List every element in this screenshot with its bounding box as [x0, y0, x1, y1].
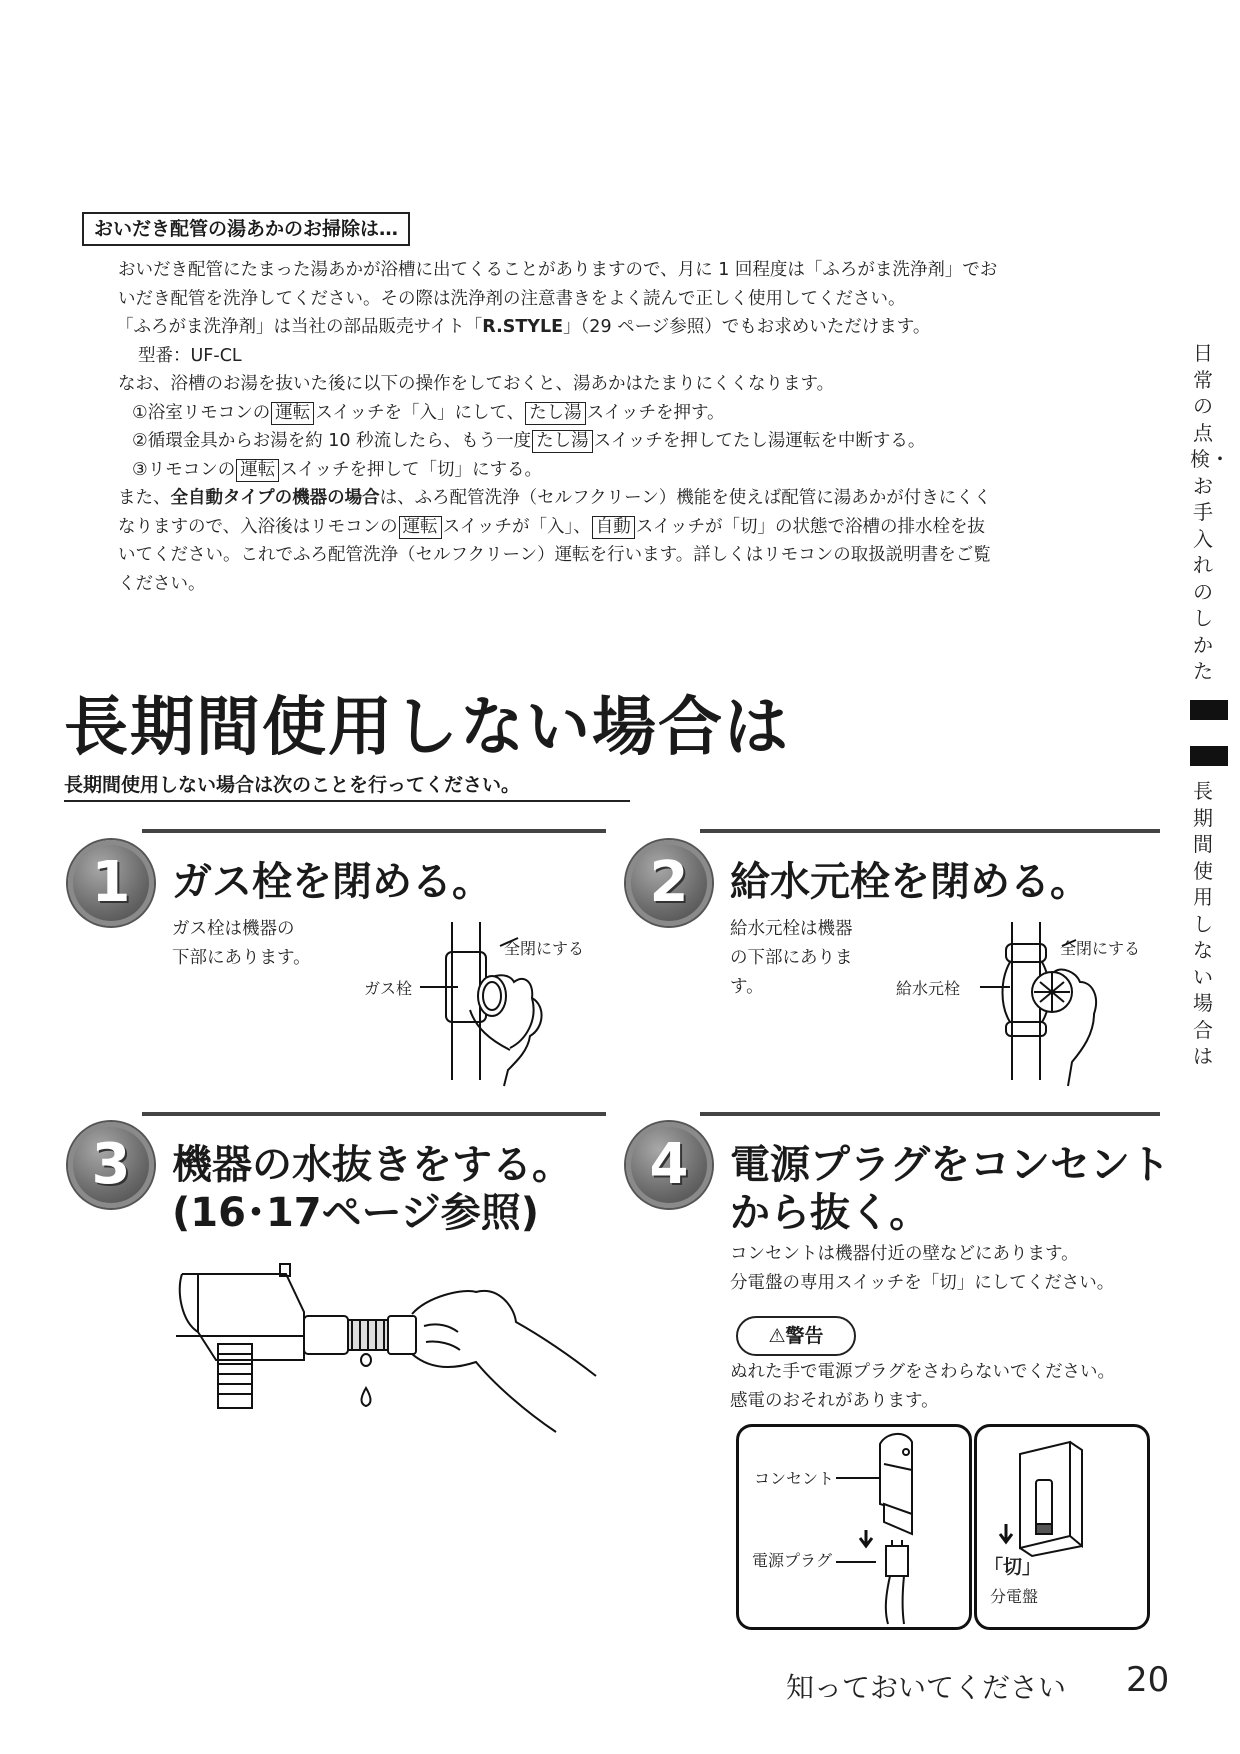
step-1-label-close: 全閉にする — [504, 939, 585, 958]
page-number: 20 — [1126, 1660, 1170, 1700]
para-4-line-1: また、全自動タイプの機器の場合は、ふろ配管洗浄（セルフクリーン）機能を使えば配管に湯あかが付きにくく — [118, 488, 992, 508]
key-unten: 運転 — [399, 516, 442, 539]
step-4-number: 4 — [626, 1122, 712, 1208]
key-unten: 運転 — [271, 402, 314, 425]
step-4-title-line-1: 電源プラグをコンセント — [730, 1142, 1170, 1188]
step-2-rule — [700, 829, 1160, 833]
step-2-description: 給水元栓は機器 の下部にありま す。 — [730, 919, 853, 997]
para-4-line-3: いてください。これでふろ配管洗浄（セルフクリーン）運転を行います。詳しくはリモコンの取扱説明書をご覧 — [118, 545, 991, 565]
step-2-number: 2 — [626, 840, 712, 926]
step-1-number: 1 — [68, 840, 154, 926]
para-1-line-2: いだき配管を洗浄してください。その際は洗浄剤の注意書きをよく読んで正しく使用してください。 — [118, 288, 906, 309]
warning-badge: ⚠警告 — [736, 1316, 856, 1356]
step-2-title: 給水元栓を閉める。 — [730, 859, 1090, 905]
para-3: なお、浴槽のお湯を抜いた後に以下の操作をしておくと、湯あかはたまりにくくなります。 — [118, 374, 835, 394]
step-4-description: コンセントは機器付近の壁などにあります。 分電盤の専用スイッチを「切」にしてください。 — [730, 1244, 1115, 1293]
side-tab-section-title: 日常の点検・お手入れのしかた — [1190, 341, 1230, 683]
key-jidou: 自動 — [592, 516, 635, 539]
warning-triangle-icon: ⚠ — [768, 1325, 786, 1347]
step-3-title-line-1: 機器の水抜きをする。 — [172, 1142, 572, 1188]
step-2-label-close: 全閉にする — [1060, 939, 1141, 958]
para-1-line-1: おいだき配管にたまった湯あかが浴槽に出てくることがありますので、月に 1 回程度は「ふろがま洗浄剤」でお — [118, 260, 998, 280]
brand-name: R.STYLE — [482, 317, 564, 337]
step-3-rule — [142, 1112, 606, 1116]
page-subtitle: 長期間使用しない場合は次のことを行ってください。 — [64, 774, 521, 796]
label-power-plug: 電源プラグ — [752, 1551, 833, 1570]
para-4-line-4: ください。 — [118, 573, 206, 594]
water-valve-illustration — [980, 910, 1120, 1090]
step-1-label-gas-valve: ガス栓 — [364, 979, 413, 998]
outlet-and-breaker-illustration — [736, 1424, 1146, 1624]
cleaning-body — [118, 256, 1178, 598]
subtitle-underline — [64, 800, 630, 802]
para-2: 「ふろがま洗浄剤」は当社の部品販売サイト「R.STYLE」（29 ページ参照）でもお求めいただけます。 — [116, 317, 931, 337]
label-breaker-panel: 分電盤 — [990, 1587, 1039, 1606]
key-tashiyu: たし湯 — [532, 430, 593, 453]
step-4-rule — [700, 1112, 1160, 1116]
side-tab-page-title: 長期間使用しない場合は — [1193, 779, 1213, 1068]
gas-valve-illustration — [420, 910, 560, 1090]
step-4-title-line-2: から抜く。 — [730, 1190, 930, 1236]
step-3-number: 3 — [68, 1122, 154, 1208]
page-title: 長期間使用しない場合は — [64, 691, 790, 765]
label-off: 「切」 — [984, 1556, 1042, 1578]
step-1-title: ガス栓を閉める。 — [172, 859, 492, 905]
step-1-description: ガス栓は機器の 下部にあります。 — [172, 919, 311, 968]
key-tashiyu: たし湯 — [525, 402, 586, 425]
step-instruction-2: ②循環金具からお湯を約 10 秒流したら、もう一度 たし湯 スイッチを押してたし湯運転を中断する。 — [132, 431, 926, 451]
cleaning-heading: おいだき配管の湯あかのお掃除は… — [82, 212, 410, 246]
warning-text: ぬれた手で電源プラグをさわらないでください。 感電のおそれがあります。 — [730, 1362, 1115, 1411]
side-tab-bar — [1190, 746, 1228, 766]
footer-section-label: 知っておいてください — [786, 1671, 1067, 1704]
step-instruction-3: ③リモコンの 運転 スイッチを押して「切」にする。 — [132, 459, 543, 480]
step-2-label-water-valve: 給水元栓 — [896, 979, 961, 998]
model-number: 型番：UF-CL — [138, 345, 242, 366]
step-1-rule — [142, 829, 606, 833]
drain-plug-illustration — [176, 1262, 596, 1452]
para-4-line-2: なりますので、入浴後はリモコンの 運転 スイッチが「入」、 自動 スイッチが「切」の状態で浴槽の排水栓を抜 — [118, 516, 986, 537]
key-unten: 運転 — [236, 459, 279, 482]
side-tab-bar — [1190, 700, 1228, 720]
step-3-title-line-2: (16･17ページ参照) — [172, 1190, 540, 1236]
step-instruction-1: ①浴室リモコンの 運転 スイッチを「入」にして、 たし湯 スイッチを押す。 — [132, 402, 725, 423]
label-outlet: コンセント — [754, 1469, 835, 1488]
